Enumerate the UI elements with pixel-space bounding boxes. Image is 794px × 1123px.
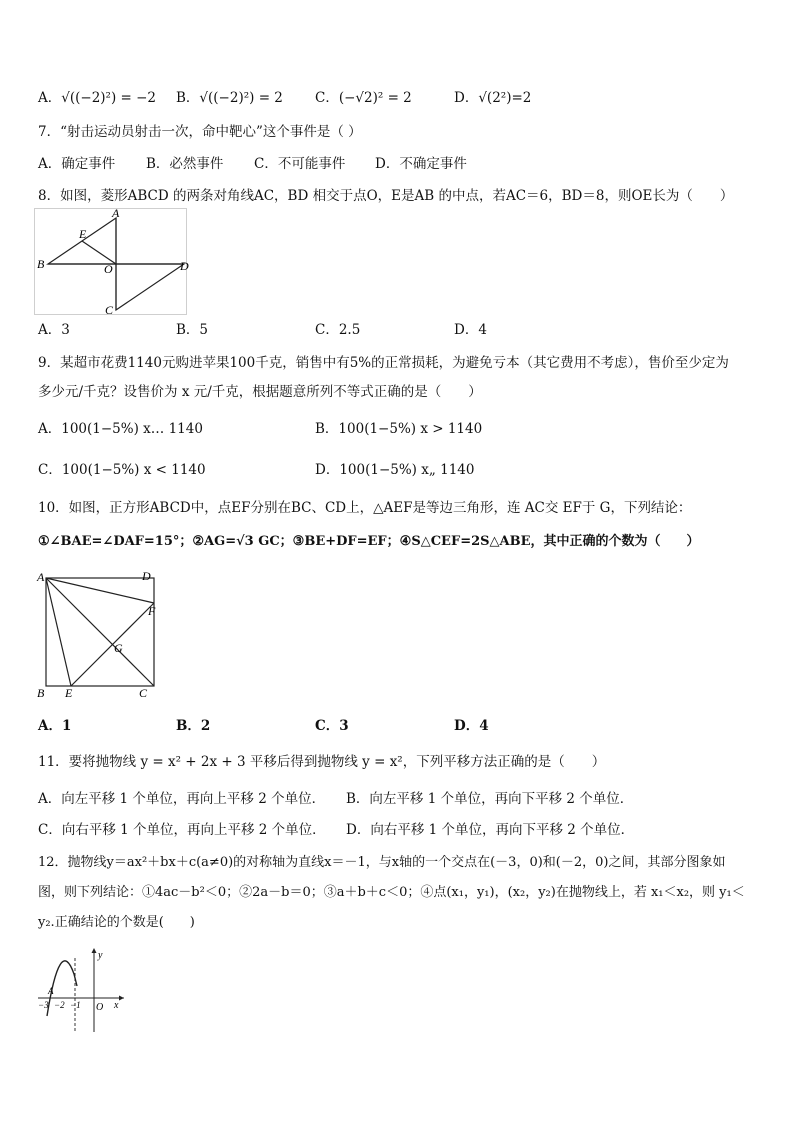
q8-option-a: A．3 bbox=[38, 322, 70, 338]
q9-option-a: A．100(1−5%) x… 1140 bbox=[38, 421, 203, 437]
q6-option-a: A．√((−2)²) = −2 bbox=[38, 90, 157, 106]
q10-option-c: C．3 bbox=[315, 718, 349, 734]
q7-option-d: D．不确定事件 bbox=[375, 156, 467, 172]
q11-option-b: B．向左平移 1 个单位，再向下平移 2 个单位． bbox=[346, 791, 634, 807]
q10-label-g: G bbox=[114, 641, 123, 655]
q8-option-d: D．4 bbox=[454, 322, 487, 338]
q8-rhombus-figure bbox=[34, 208, 194, 318]
q8-label-d: D bbox=[180, 259, 189, 273]
q12-parabola-figure bbox=[34, 944, 134, 1036]
q12-label-a: A bbox=[48, 986, 54, 996]
q7-stem: 7．“射击运动员射击一次，命中靶心”这个事件是（ ） bbox=[38, 124, 362, 140]
q9-option-d: D．100(1−5%) x„ 1140 bbox=[315, 462, 475, 478]
q6-option-d: D．√(2²)=2 bbox=[454, 90, 532, 106]
q11-option-a: A．向左平移 1 个单位，再向上平移 2 个单位． bbox=[38, 791, 326, 807]
q8-stem: 8．如图，菱形ABCD 的两条对角线AC，BD 相交于点O，E是AB 的中点，若AC＝6，BD＝8，则OE长为（ ） bbox=[38, 188, 734, 204]
q10-option-b: B．2 bbox=[176, 718, 211, 734]
q8-label-e: E bbox=[79, 227, 87, 241]
q12-stem-line3: y₂.正确结论的个数是( ) bbox=[38, 915, 195, 930]
q12-stem-line2: 图，则下列结论：①4ac－b²＜0；②2a－b＝0；③a＋b＋c＜0；④点(x₁，y₁)，(x₂，y₂)在抛物线上，若 x₁＜x₂，则 y₁＜ bbox=[38, 885, 745, 900]
q8-option-c: C．2.5 bbox=[315, 322, 361, 338]
q10-label-d: D bbox=[142, 569, 151, 583]
q8-label-c: C bbox=[105, 303, 114, 317]
q10-stem-line1: 10．如图，正方形ABCD中，点EF分别在BC、CD上，△AEF是等边三角形，连 AC交 EF于 G，下列结论： bbox=[38, 500, 692, 516]
q7-option-b: B．必然事件 bbox=[146, 156, 224, 172]
q7-option-c: C．不可能事件 bbox=[254, 156, 346, 172]
q7-option-a: A．确定事件 bbox=[38, 156, 116, 172]
q10-label-c: C bbox=[139, 686, 148, 700]
q12-label-o: O bbox=[96, 1002, 104, 1013]
q10-square-figure bbox=[34, 566, 164, 702]
q12-stem-line1: 12．抛物线y＝ax²＋bx＋c(a≠0)的对称轴为直线x＝－1，与x轴的一个交点在(－3，0)和(－2，0)之间，其部分图象如 bbox=[38, 855, 726, 870]
q12-label-neg2: −2 bbox=[54, 1000, 65, 1010]
q8-label-b: B bbox=[37, 257, 45, 271]
q11-option-c: C．向右平移 1 个单位，再向上平移 2 个单位． bbox=[38, 822, 326, 838]
q11-option-d: D．向右平移 1 个单位，再向下平移 2 个单位． bbox=[346, 822, 635, 838]
q10-option-d: D．4 bbox=[454, 718, 489, 734]
q8-option-b: B．5 bbox=[176, 322, 209, 338]
q10-label-e: E bbox=[65, 686, 73, 700]
q12-label-x: x bbox=[114, 1000, 119, 1011]
q10-label-f: F bbox=[148, 604, 156, 618]
q12-label-neg3: −3 bbox=[38, 1000, 49, 1010]
q10-stem-line2: ①∠BAE=∠DAF=15°；②AG=√3 GC；③BE+DF=EF；④S△CEF=2S△ABE，其中正确的个数为（ ） bbox=[38, 534, 700, 549]
q12-label-y: y bbox=[98, 950, 103, 961]
q11-stem: 11．要将抛物线 y = x² + 2x + 3 平移后得到抛物线 y = x²，下列平移方法正确的是（ ） bbox=[38, 754, 606, 770]
q9-option-b: B．100(1−5%) x > 1140 bbox=[315, 421, 483, 437]
q9-stem-line2: 多少元/千克？设售价为 x 元/千克，根据题意所列不等式正确的是（ ） bbox=[38, 384, 482, 400]
q10-label-a: A bbox=[37, 570, 45, 584]
q10-option-a: A．1 bbox=[38, 718, 72, 734]
q6-option-b: B．√((−2)²) = 2 bbox=[176, 90, 283, 106]
q9-option-c: C．100(1−5%) x < 1140 bbox=[38, 462, 206, 478]
q12-label-neg1: −1 bbox=[70, 1000, 81, 1010]
q6-option-c: C．(−√2)² = 2 bbox=[315, 90, 412, 106]
q8-label-a: A bbox=[112, 208, 120, 220]
q8-label-o: O bbox=[104, 262, 113, 276]
q10-label-b: B bbox=[37, 686, 45, 700]
q9-stem-line1: 9．某超市花费1140元购进苹果100千克，销售中有5%的正常损耗，为避免亏本（其它费用不考虑），售价至少定为 bbox=[38, 355, 729, 371]
